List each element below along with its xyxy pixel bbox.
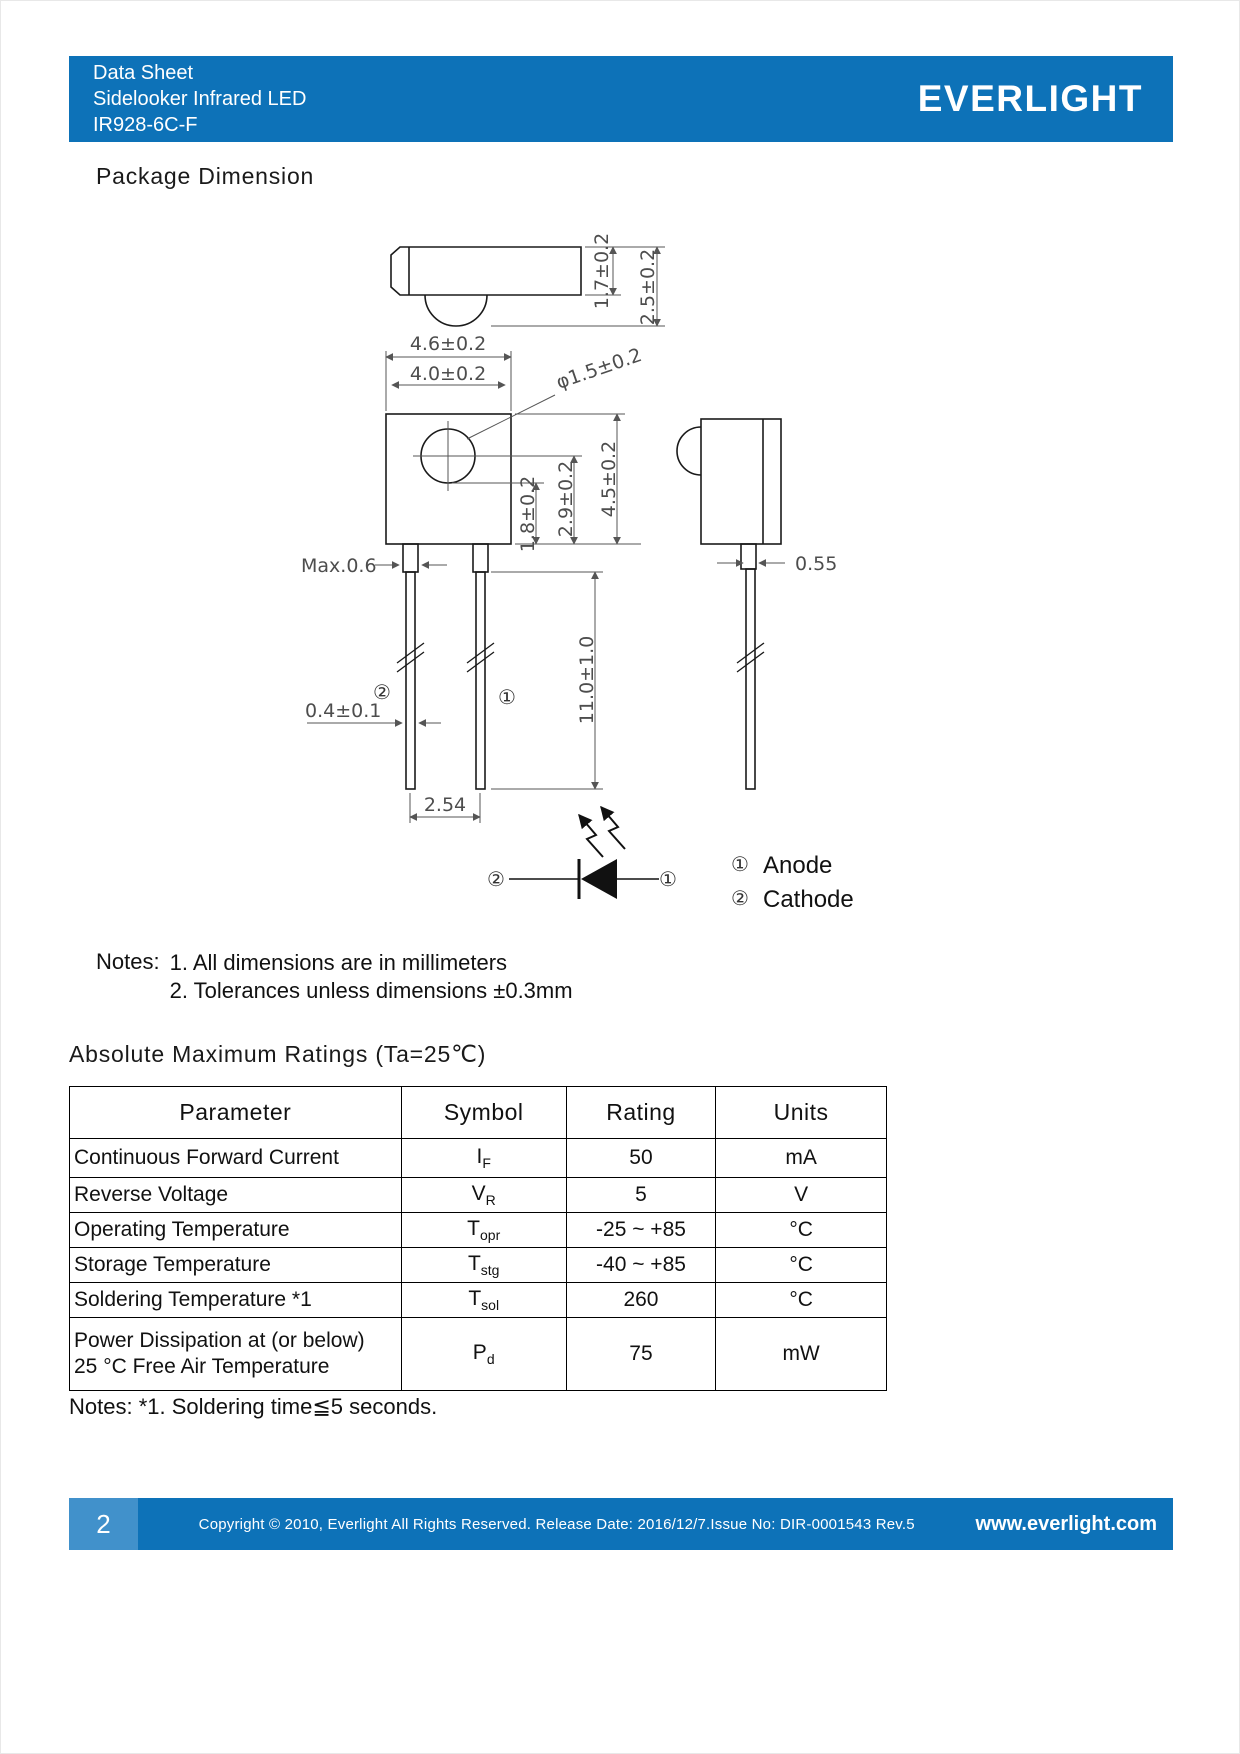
table-row: [70, 1213, 887, 1248]
diode-triangle: [581, 859, 617, 899]
units-cell: °C: [716, 1248, 887, 1283]
col-header-symbol: Symbol: [401, 1087, 566, 1139]
part-number: IR928-6C-F: [93, 114, 198, 136]
page-number: 2: [69, 1498, 138, 1550]
parameter-text: Storage Temperature: [74, 1253, 271, 1276]
parameter-text: Continuous Forward Current: [74, 1146, 339, 1169]
notes-lines: [170, 949, 573, 1005]
units-cell: mW: [716, 1318, 887, 1391]
units-cell: mA: [716, 1139, 887, 1178]
emission-arrow-icon: [601, 807, 625, 849]
product-name: Sidelooker Infrared LED: [93, 88, 307, 110]
everlight-logo: EVERLIGHT: [917, 78, 1143, 119]
footer-bar: [69, 1498, 1173, 1550]
dim-label-1-7: 1.7±0.2: [591, 232, 613, 310]
symbol-cell: [401, 1178, 566, 1213]
symbol-main: P: [472, 1340, 487, 1364]
table-row: [70, 1283, 887, 1318]
symbol-sub: opr: [480, 1227, 501, 1244]
legend-pin1-symbol: ①: [731, 852, 749, 876]
col-header-rating: Rating: [566, 1087, 716, 1139]
note-line-1: 1. All dimensions are in millimeters: [169, 950, 508, 975]
ratings-note: Notes: *1. Soldering time≦5 seconds.: [69, 1394, 438, 1419]
symbol-cell: [401, 1283, 566, 1318]
symbol-cell: [401, 1213, 566, 1248]
symbol-sub: sol: [481, 1297, 500, 1314]
table-row: [70, 1318, 887, 1391]
rating-cell: 50: [566, 1139, 716, 1178]
dim-label-4-0: 4.0±0.2: [409, 363, 487, 385]
table-row: [70, 1248, 887, 1283]
package-dimension-title: Package Dimension: [96, 163, 315, 189]
parameter-cell: [70, 1178, 402, 1213]
parameter-cell: [70, 1248, 402, 1283]
dim-label-4-6: 4.6±0.2: [409, 333, 487, 355]
symbol-cell: [401, 1248, 566, 1283]
dimension-notes: [96, 949, 573, 1005]
dim-label-11-0: 11.0±1.0: [576, 635, 598, 725]
copyright-text: Copyright © 2010, Everlight All Rights Reserved. Release Date: 2016/12/7.Issue No: DIR-0001543 Rev.5: [198, 1515, 915, 1533]
dim-label-2-9: 2.9±0.2: [555, 460, 577, 538]
table-row: [70, 1139, 887, 1178]
parameter-cell: [70, 1283, 402, 1318]
parameter-text: Power Dissipation at (or below): [74, 1329, 365, 1352]
rating-cell: 75: [566, 1318, 716, 1391]
rating-cell: -40 ~ +85: [566, 1248, 716, 1283]
parameter-cell: [70, 1139, 402, 1178]
table-row: [70, 1178, 887, 1213]
symbol-main: T: [468, 1286, 482, 1310]
symbol-main: I: [476, 1144, 483, 1168]
units-cell: °C: [716, 1283, 887, 1318]
symbol-sub: F: [482, 1155, 491, 1172]
dimension-lines: [307, 247, 785, 823]
header-bar: [69, 56, 1173, 142]
symbol-sub: R: [485, 1192, 496, 1209]
pin2-callout: ②: [373, 680, 391, 704]
ratings-table: [69, 1086, 887, 1391]
doc-type: Data Sheet: [93, 62, 194, 84]
dim-label-1-8: 1.8±0.2: [517, 475, 539, 553]
package-drawing: [69, 199, 1173, 931]
dim-label-2-5: 2.5±0.2: [637, 248, 659, 326]
symbol-cell: [401, 1318, 566, 1391]
ratings-title: Absolute Maximum Ratings (Ta=25℃): [69, 1041, 487, 1067]
dim-label-max-0-6: Max.0.6: [301, 555, 377, 577]
header-text-block: [93, 60, 306, 138]
dim-label-2-54: 2.54: [423, 794, 467, 816]
col-header-units: Units: [716, 1087, 887, 1139]
parameter-text: Soldering Temperature *1: [74, 1288, 312, 1311]
symbol-main: V: [471, 1181, 486, 1205]
rating-cell: -25 ~ +85: [566, 1213, 716, 1248]
dim-label-phi-1-5: φ1.5±0.2: [553, 343, 645, 394]
led-schematic-symbol: [487, 807, 677, 899]
legend-cathode-label: Cathode: [763, 886, 854, 913]
rating-cell: 5: [566, 1178, 716, 1213]
note-line-2: 2. Tolerances unless dimensions ±0.3mm: [169, 978, 573, 1003]
parameter-cell: [70, 1318, 402, 1391]
pin1-callout: ①: [498, 685, 516, 709]
schematic-pin1: ①: [659, 867, 677, 891]
units-cell: V: [716, 1178, 887, 1213]
symbol-cell: [401, 1139, 566, 1178]
emission-arrow-icon: [579, 815, 603, 857]
dim-label-0-55: 0.55: [795, 553, 838, 575]
units-cell: °C: [716, 1213, 887, 1248]
dim-label-4-5: 4.5±0.2: [598, 440, 620, 518]
legend-pin2-symbol: ②: [731, 886, 749, 910]
parameter-text: Reverse Voltage: [74, 1183, 229, 1206]
symbol-sub: stg: [480, 1262, 500, 1279]
parameter-text-line2: 25 °C Free Air Temperature: [74, 1355, 330, 1378]
table-header-row: [70, 1087, 887, 1139]
parameter-text: Operating Temperature: [74, 1218, 290, 1241]
pin-legend: [731, 852, 854, 913]
parameter-cell: [70, 1213, 402, 1248]
package-dimension-svg: [69, 199, 1173, 931]
col-header-parameter: Parameter: [70, 1087, 402, 1139]
symbol-main: T: [467, 1251, 481, 1275]
notes-label: Notes:: [96, 949, 160, 974]
legend-anode-label: Anode: [763, 852, 833, 879]
rating-cell: 260: [566, 1283, 716, 1318]
symbol-sub: d: [486, 1351, 495, 1368]
dim-label-0-4: 0.4±0.1: [305, 700, 382, 722]
schematic-pin2: ②: [487, 867, 505, 891]
symbol-main: T: [467, 1216, 480, 1240]
website-text: www.everlight.com: [975, 1512, 1157, 1535]
